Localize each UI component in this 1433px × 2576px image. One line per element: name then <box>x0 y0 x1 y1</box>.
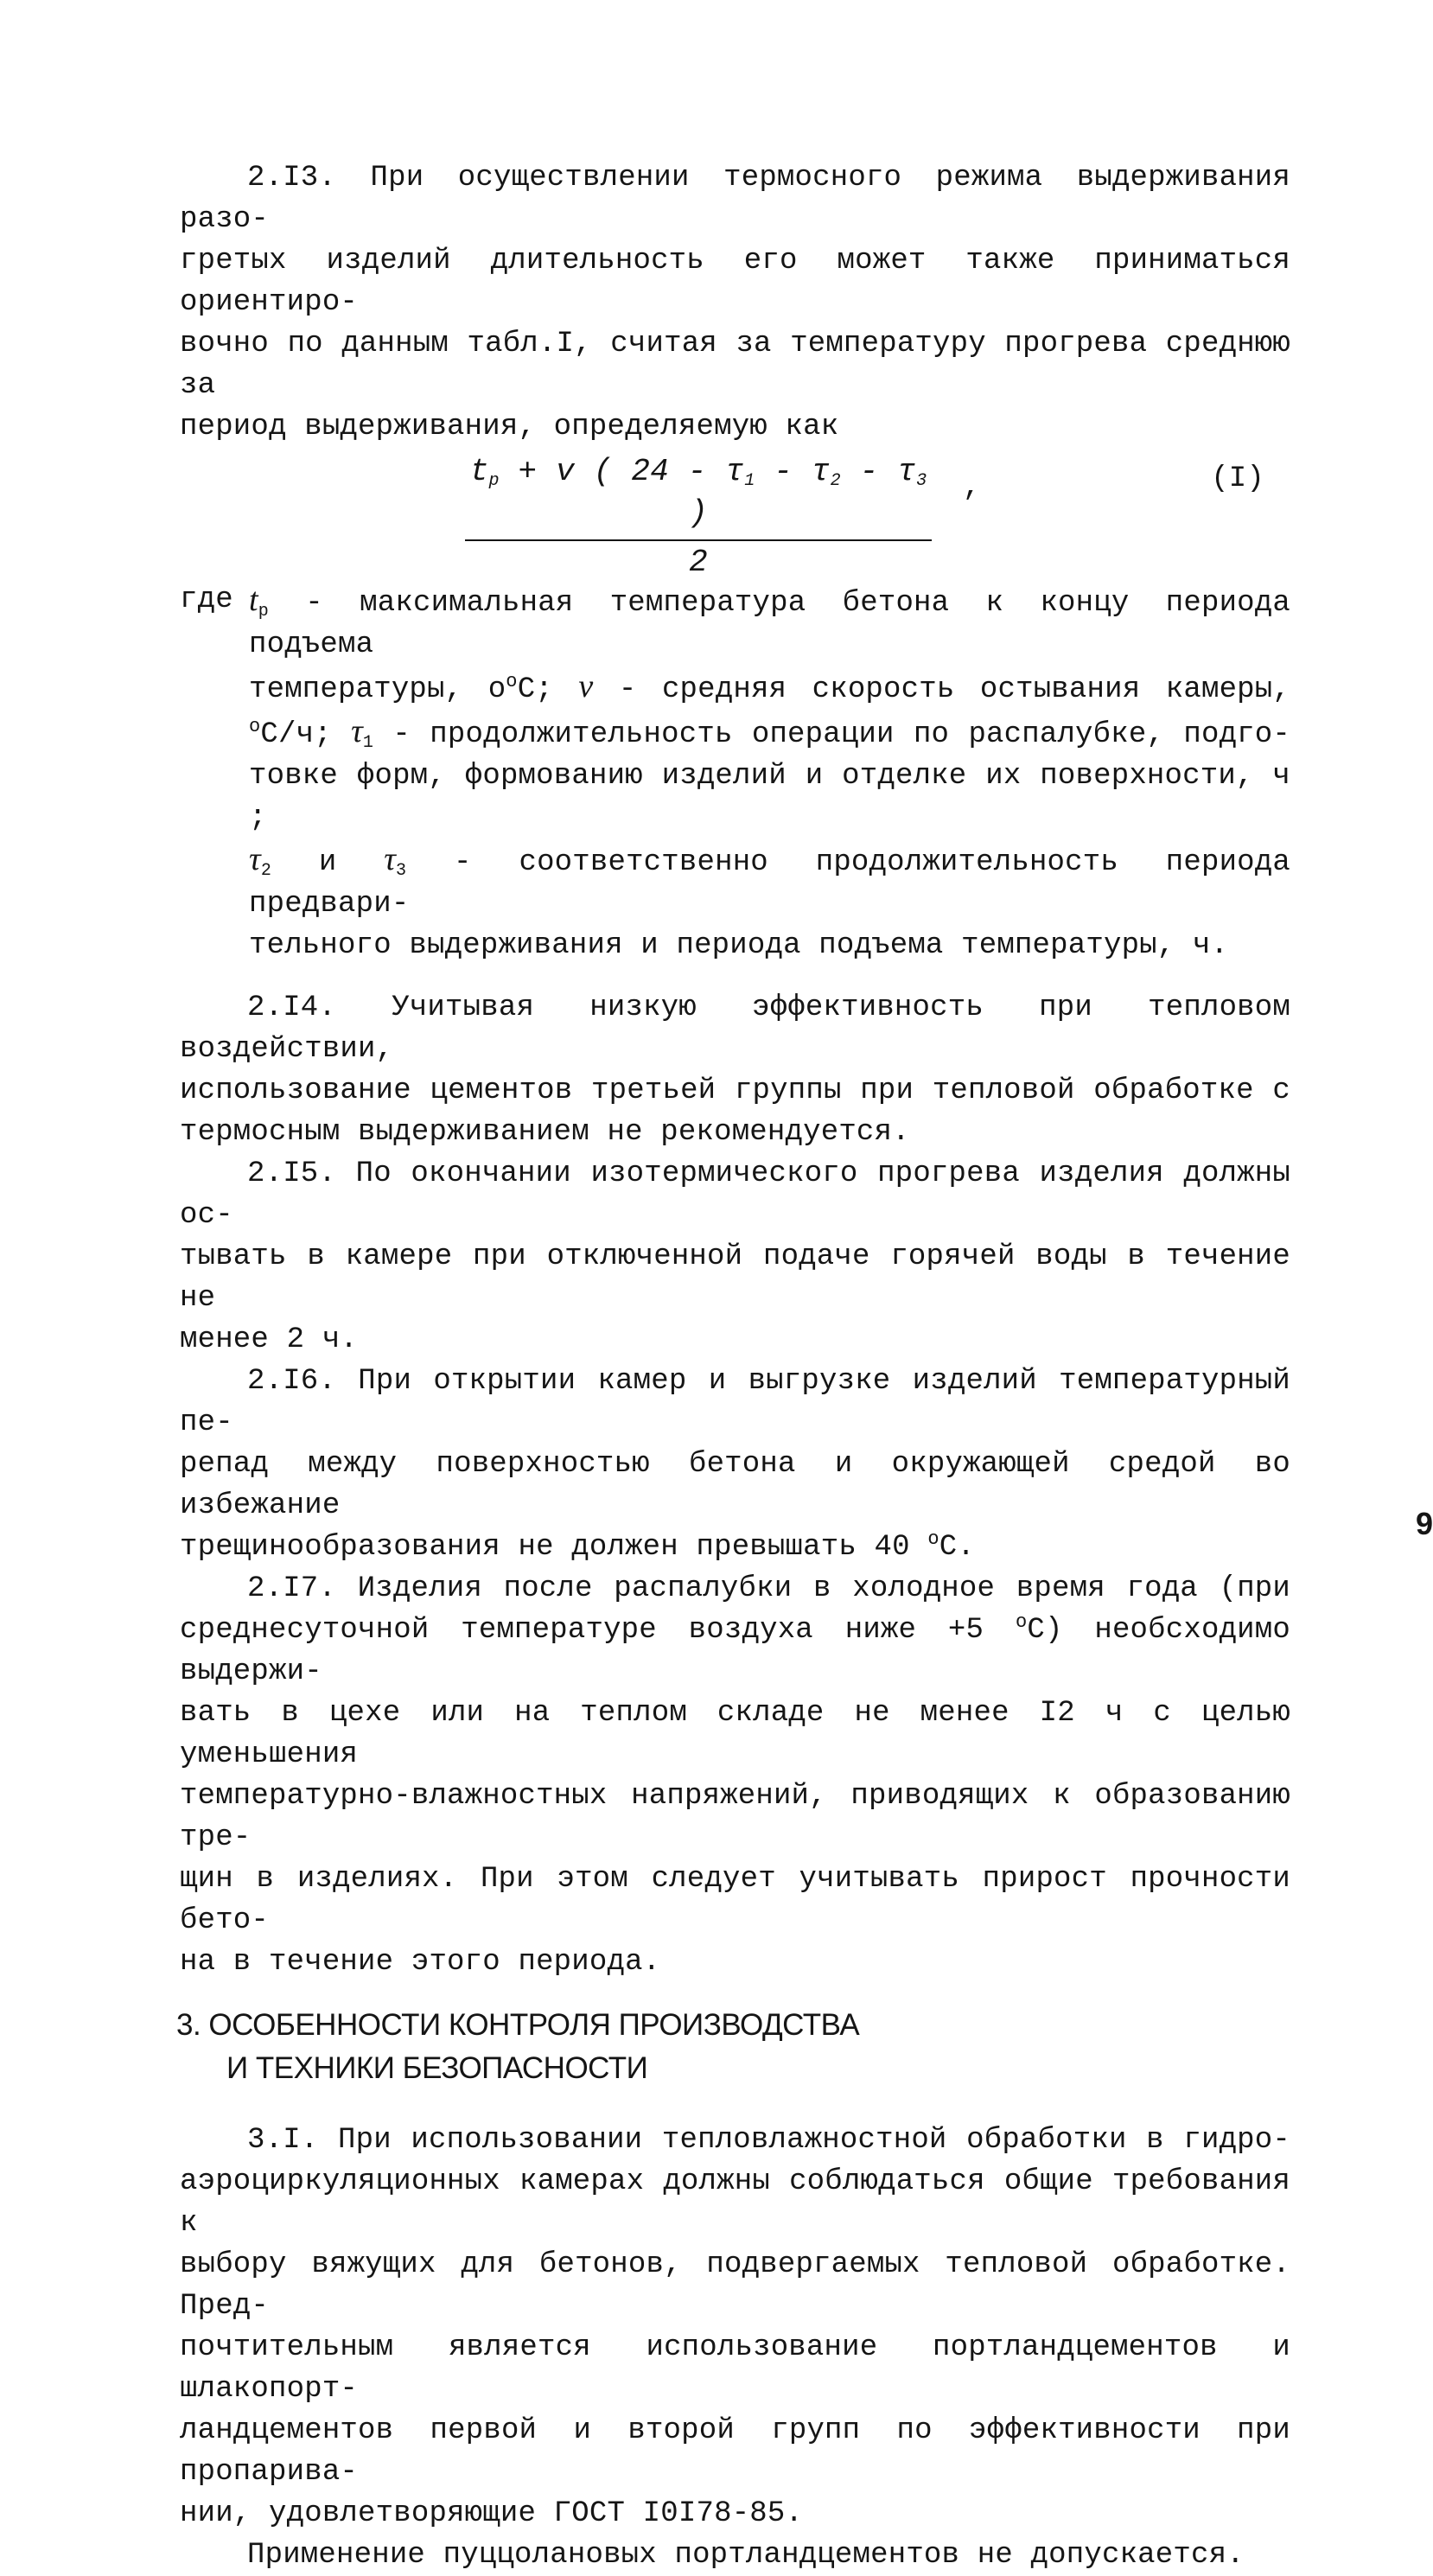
text-line: $\tau_2$ и $\tau_3$ - соответственно продолжительность периода предвари- <box>249 841 1290 921</box>
text-line: 2.I7. Изделия после распалубки в холодное время года (при <box>247 1572 1290 1605</box>
text-line: репад между поверхностью бетона и окружающей средой во избежание <box>180 1448 1290 1522</box>
heading-line: 3. ОСОБЕННОСТИ КОНТРОЛЯ ПРОИЗВОДСТВА <box>176 2008 860 2042</box>
text-line: $t_p$ - максимальная температура бетона к концу периода подъема <box>249 582 1290 661</box>
text-line: выбору вяжущих для бетонов, подвергаемых тепловой обработке. Пред- <box>180 2248 1290 2323</box>
text-line: использование цементов третьей группы при тепловой обработке с <box>180 1074 1290 1107</box>
section-3-heading <box>176 2004 1290 2090</box>
text-line: нии, удовлетворяющие ГОСТ I0I78-85. <box>180 2497 804 2530</box>
formula-fraction <box>465 451 932 584</box>
text-line: тельного выдерживания и периода подъема температуры, ч. <box>249 929 1229 962</box>
paragraph-2-14 <box>180 987 1290 1153</box>
where-label: где <box>180 583 233 616</box>
text-line: гретых изделий длительность его может также приниматься ориентиро- <box>180 245 1290 319</box>
document-page <box>176 157 1433 2576</box>
text-line: среднесуточной температуре воздуха ниже +5 $^о$С) необсходимо выдержи- <box>180 1611 1290 1688</box>
text-line: период выдерживания, определяемую как <box>180 411 839 443</box>
formula-denominator: 2 <box>689 545 708 580</box>
formula-numerator: $t_p + v$ ( $24 - \tau_1 - \tau_2 - \tau_3$ ) <box>465 451 932 541</box>
text-line: 2.I6. При открытии камер и выгрузке изделий температурный пе- <box>180 1365 1290 1439</box>
formula-number: (I) <box>1211 462 1264 495</box>
paragraph-2-15 <box>180 1153 1290 1361</box>
text-line: почтительным является использование портландцементов и шлакопорт- <box>180 2331 1290 2406</box>
page-number: 9 <box>1416 1506 1433 1541</box>
heading-line: И ТЕХНИКИ БЕЗОПАСНОСТИ <box>226 2051 648 2085</box>
text-line: 2.I3. При осуществлении термосного режима выдерживания разо- <box>180 162 1290 236</box>
text-line: 3.I. При использовании тепловлажностной обработки в гидро- <box>247 2124 1290 2157</box>
paragraph-pozzolanic: Применение пуццолановых портландцементов не допускается. <box>247 2539 1245 2572</box>
formula-definitions <box>180 579 1290 966</box>
text-line: на в течение этого периода. <box>180 1946 661 1979</box>
paragraph-2-16 <box>180 1361 1290 1568</box>
text-line: аэроциркуляционных камерах должны соблюдаться общие требования к <box>180 2165 1290 2240</box>
text-line: менее 2 ч. <box>180 1323 359 1356</box>
text-line: температурно-влажностных напряжений, приводящих к образованию тре- <box>180 1780 1290 1854</box>
formula-comma: , <box>963 471 981 504</box>
text-line: $^о$С/ч; $\tau_1$ - продолжительность операции по распалубке, подго- <box>249 713 1290 753</box>
text-line: товке форм, формованию изделий и отделке их поверхности, ч ; <box>249 760 1290 834</box>
text-line: температуры, $о^оС$; v - средняя скорость остывания камеры, <box>249 668 1290 706</box>
formula-1 <box>180 451 1290 579</box>
text-line: термосным выдерживанием не рекомендуется. <box>180 1116 910 1149</box>
text-line: 2.I5. По окончании изотермического прогрева изделия должны ос- <box>180 1157 1290 1232</box>
text-line: вочно по данным табл.I, считая за температуру прогрева среднюю за <box>180 328 1290 402</box>
paragraph-3-1 <box>180 2120 1290 2535</box>
text-line: 2.I4. Учитывая низкую эффективность при тепловом воздействии, <box>180 992 1290 1066</box>
text-line: вать в цехе или на теплом складе не менее I2 ч с целью уменьшения <box>180 1697 1290 1771</box>
text-line: тывать в камере при отключенной подаче горячей воды в течение не <box>180 1240 1290 1315</box>
text-line: ландцементов первой и второй групп по эффективности при пропарива- <box>180 2414 1290 2489</box>
paragraph-2-13 <box>180 157 1290 448</box>
paragraph-2-17 <box>180 1568 1290 1983</box>
text-line: трещинообразования не должен превышать 40 $^о$С. <box>180 1528 975 1564</box>
text-line: щин в изделиях. При этом следует учитывать прирост прочности бето- <box>180 1863 1290 1937</box>
